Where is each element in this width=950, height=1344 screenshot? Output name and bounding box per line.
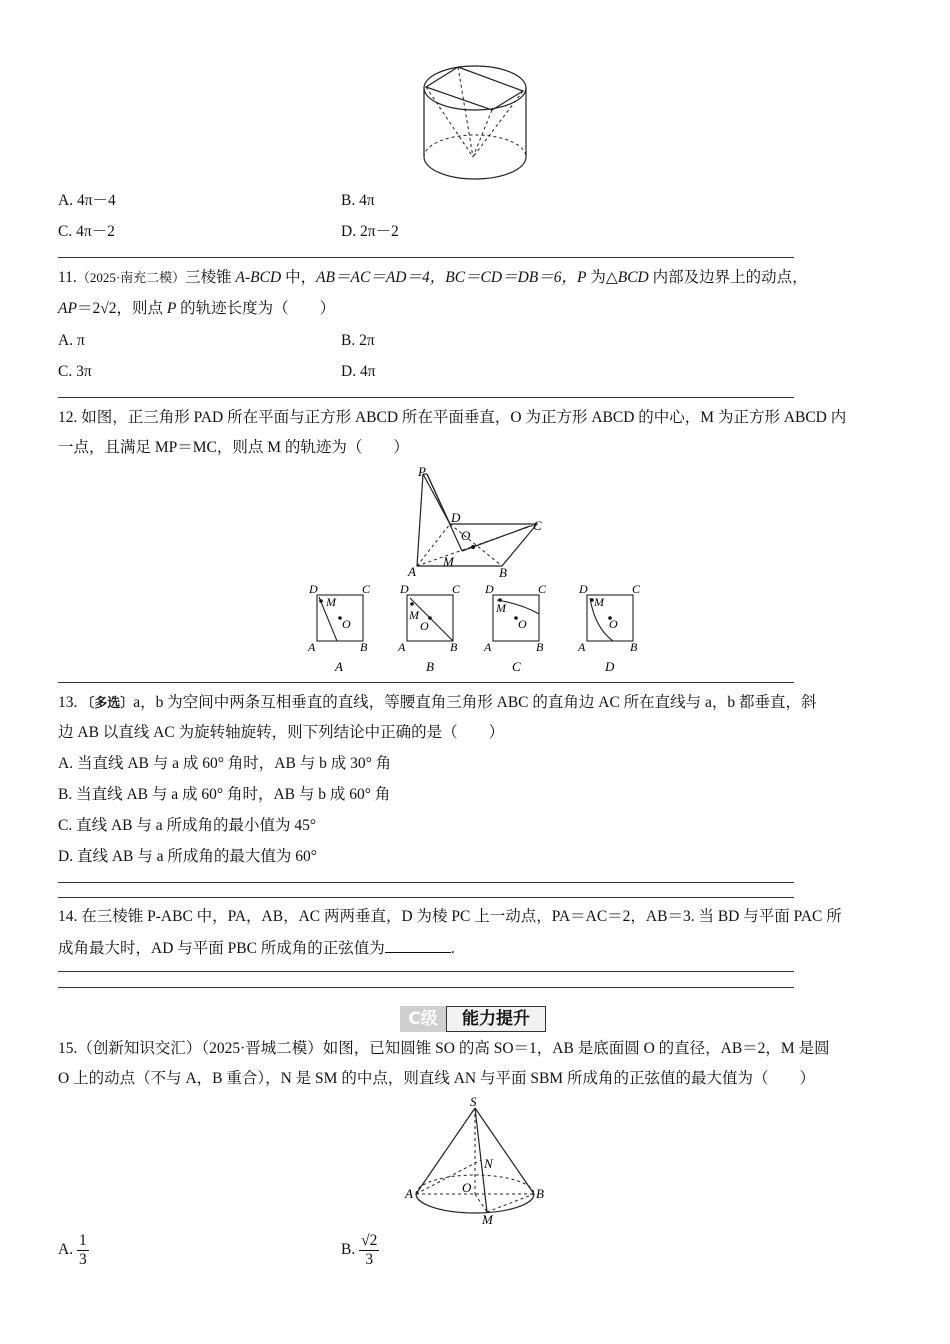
q11-stem-line2: AP＝2√2，则点 P 的轨迹长度为（ ） [58,300,336,317]
svg-text:B: B [426,659,434,674]
cone-figure [400,1094,550,1228]
svg-text:M: M [409,608,419,622]
label-A: A [408,564,416,579]
q13-option-a: A. 当直线 AB 与 a 成 60° 角时，AB 与 b 成 30° 角 [58,755,392,772]
svg-text:D: D [579,582,588,596]
label-P: P [418,464,426,479]
answer-blank[interactable] [385,938,451,953]
label-O: O [461,528,471,543]
svg-text:O: O [342,617,351,631]
q13-stem-line1: 13. 〔多选〕a，b 为空间中两条互相垂直的直线，等腰直角三角形 ABC 的直角边 AC 所在直线与 a，b 都垂直，斜 [58,694,817,711]
svg-text:O: O [462,1180,472,1195]
cylinder-figure [418,60,532,185]
choice-a-figure [307,582,371,674]
svg-text:C: C [632,582,641,596]
q14-stem-line2: 成角最大时，AD 与平面 PBC 所成角的正弦值为 . [58,940,455,957]
svg-text:B: B [360,640,368,654]
svg-text:O: O [518,617,527,631]
svg-text:D: D [485,582,494,596]
choice-b-figure [397,582,461,674]
q10-option-c: C. 4π－2 [58,223,115,240]
answer-line [58,897,794,898]
q14-stem-line1: 14. 在三棱锥 P-ABC 中，PA，AB，AC 两两垂直，D 为棱 PC 上一动点，PA＝AC＝2，AB＝3. 当 BD 与平面 PAC 所 [58,908,842,925]
pyramid-figure [405,464,550,580]
q12-stem-line1: 12. 如图，正三角形 PAD 所在平面与正方形 ABCD 所在平面垂直，O 为正方形 ABCD 的中心，M 为正方形 ABCD 内 [58,409,847,426]
answer-line [58,882,794,883]
label-M: M [443,554,454,569]
svg-text:B: B [450,640,458,654]
answer-line [58,987,794,988]
q13-option-d: D. 直线 AB 与 a 所成角的最大值为 60° [58,848,317,865]
svg-text:B: B [536,1186,544,1201]
section-badge [400,1006,550,1032]
q12-choice-figures [300,578,660,678]
q15-stem-line1: 15.（创新知识交汇）（2025·晋城二模）如图，已知圆锥 SO 的高 SO＝1，AB 是底面圆 O 的直径，AB＝2，M 是圆 [58,1040,830,1057]
svg-text:C: C [362,582,371,596]
svg-text:O: O [609,617,618,631]
svg-text:M: M [496,601,506,615]
q11-option-d: D. 4π [341,363,376,380]
svg-text:M: M [482,1212,493,1227]
q15-option-a: A. $\frac{1}{3}$ [58,1232,87,1268]
svg-text:A: A [405,1186,413,1201]
section-title: 能力提升 [446,1006,546,1032]
svg-text:D: D [400,582,409,596]
svg-text:A: A [398,640,406,654]
answer-line [58,257,794,258]
label-C: C [533,518,542,533]
answer-line [58,397,794,398]
q10-option-a: A. 4π－4 [58,192,116,209]
choice-d-figure [577,582,641,674]
q13-option-c: C. 直线 AB 与 a 所成角的最小值为 45° [58,817,317,834]
q15-option-b: B. $\frac{√2}{3}$ [341,1232,378,1268]
svg-text:A: A [578,640,586,654]
fraction: $\frac{√2}{3}$ [361,1232,378,1268]
q11-option-b: B. 2π [341,332,375,349]
choice-c-figure [483,582,547,674]
answer-line [58,682,794,683]
q11-stem-line1: 11.（2025·南充二模）三棱锥 A-BCD 中，AB＝AC＝AD＝4，BC＝CD＝DB＝6，P 为△BCD 内部及边界上的动点， [58,269,808,286]
svg-text:A: A [335,659,343,674]
q11-option-a: A. π [58,332,85,349]
svg-text:N: N [484,1156,493,1171]
label-B: B [499,565,507,580]
svg-text:B: B [536,640,544,654]
svg-text:B: B [630,640,638,654]
svg-text:D: D [309,582,318,596]
svg-text:A: A [484,640,492,654]
svg-text:C: C [512,659,521,674]
q10-option-d: D. 2π－2 [341,223,399,240]
q10-option-b: B. 4π [341,192,375,209]
q12-stem-line2: 一点，且满足 MP＝MC，则点 M 的轨迹为（ ） [58,439,409,456]
q15-stem-line2: O 上的动点（不与 A，B 重合），N 是 SM 的中点，则直线 AN 与平面 SBM 所成角的正弦值的最大值为（ ） [58,1070,815,1087]
section-level: C级 [400,1006,446,1032]
fraction: $\frac{1}{3}$ [78,1232,87,1268]
svg-text:C: C [452,582,461,596]
svg-text:A: A [308,640,316,654]
svg-text:M: M [326,595,336,609]
svg-text:S: S [470,1094,477,1109]
svg-text:D: D [605,659,615,674]
q11-option-c: C. 3π [58,363,92,380]
svg-text:O: O [420,619,429,633]
svg-text:C: C [538,582,547,596]
svg-text:M: M [594,595,604,609]
answer-line [58,971,794,972]
q13-option-b: B. 当直线 AB 与 a 成 60° 角时，AB 与 b 成 60° 角 [58,786,391,803]
label-D: D [451,510,461,525]
q13-stem-line2: 边 AB 以直线 AC 为旋转轴旋转，则下列结论中正确的是（ ） [58,724,505,741]
